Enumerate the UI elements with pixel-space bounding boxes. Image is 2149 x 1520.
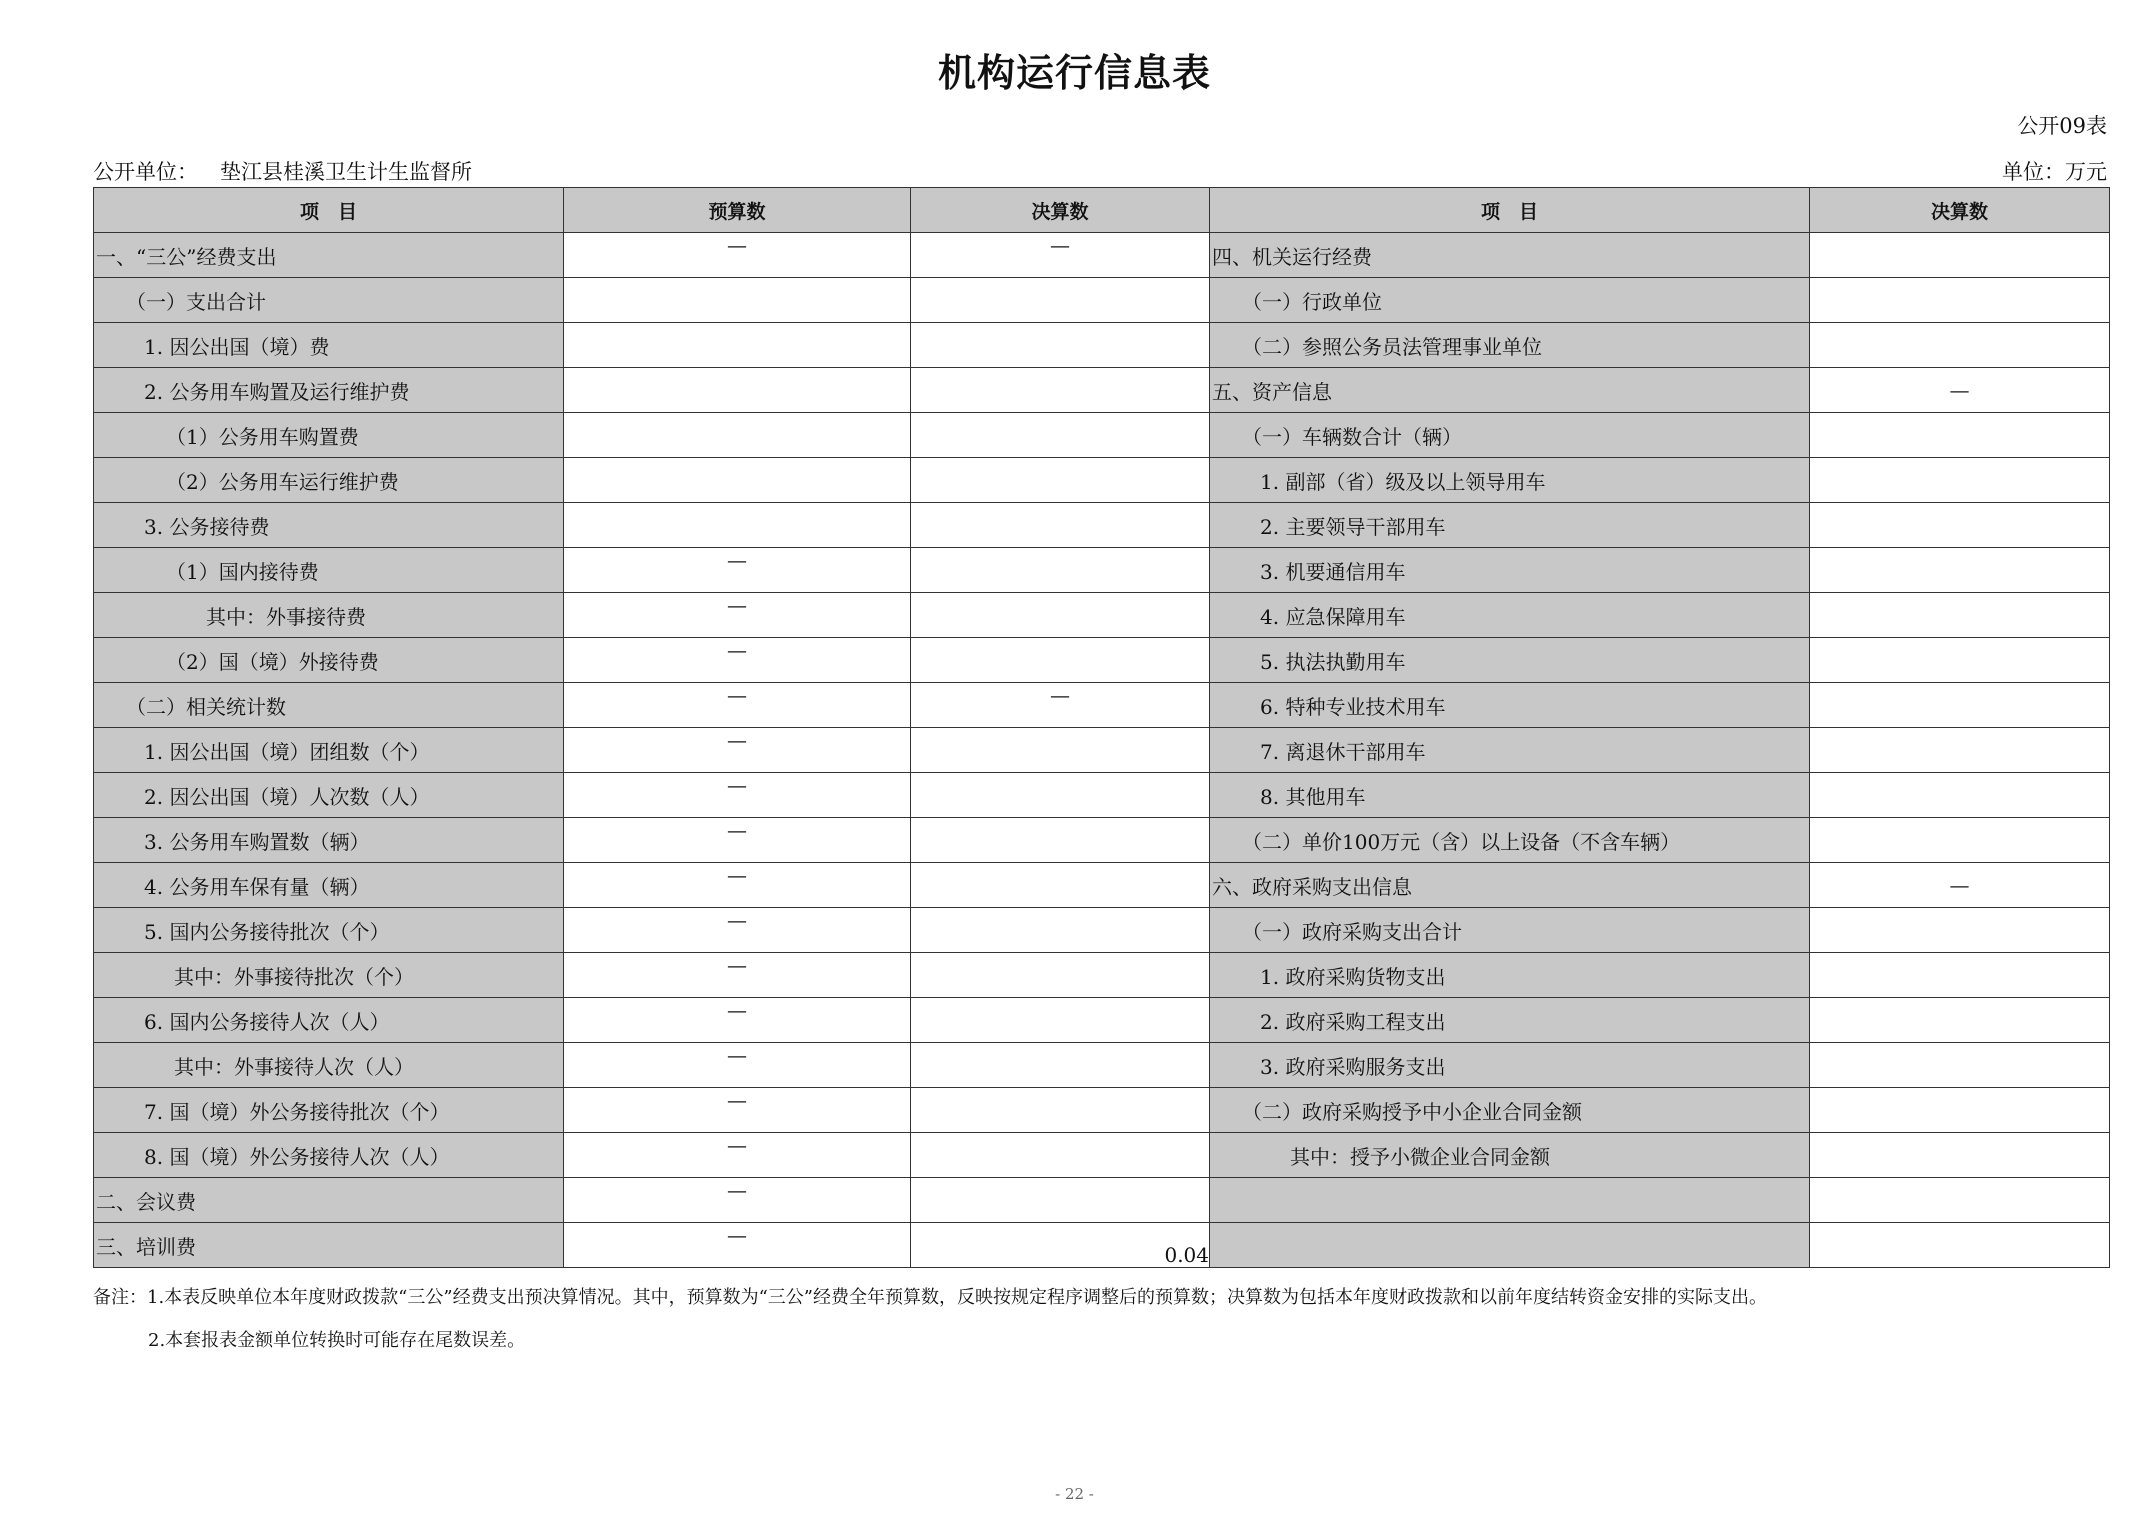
row-right-item-label: （一）政府采购支出合计 [1210, 908, 1810, 953]
header-final-right: 决算数 [1810, 188, 2110, 233]
table-row [94, 1043, 2110, 1088]
row-right-item-label: 8. 其他用车 [1210, 773, 1810, 818]
row-right-item-label: （一）行政单位 [1210, 278, 1810, 323]
row-right-final-value [1810, 233, 2110, 278]
row-right-item-label: 3. 政府采购服务支出 [1210, 1043, 1810, 1088]
row-right-item-label [1210, 1223, 1810, 1268]
row-right-item-label: （二）参照公务员法管理事业单位 [1210, 323, 1810, 368]
table-row [94, 368, 2110, 413]
row-budget-value [564, 503, 911, 548]
row-right-item-label: 5. 执法执勤用车 [1210, 638, 1810, 683]
table-row [94, 1178, 2110, 1223]
row-final-value [911, 1133, 1210, 1178]
row-item-label: 三、培训费 [94, 1223, 564, 1268]
row-right-final-value [1810, 773, 2110, 818]
table-row [94, 998, 2110, 1043]
row-final-value: — [911, 233, 1210, 278]
row-right-item-label: 1. 政府采购货物支出 [1210, 953, 1810, 998]
row-final-value [911, 503, 1210, 548]
table-row [94, 773, 2110, 818]
row-budget-value [564, 278, 911, 323]
row-budget-value: — [564, 1043, 911, 1088]
row-right-item-label: 3. 机要通信用车 [1210, 548, 1810, 593]
header-item-right: 项 目 [1210, 188, 1810, 233]
row-budget-value: — [564, 593, 911, 638]
row-right-final-value [1810, 413, 2110, 458]
row-budget-value: — [564, 818, 911, 863]
row-right-final-value [1810, 1133, 2110, 1178]
row-budget-value: — [564, 1178, 911, 1223]
row-right-item-label: （二）单价100万元（含）以上设备（不含车辆） [1210, 818, 1810, 863]
row-right-final-value [1810, 683, 2110, 728]
table-row [94, 233, 2110, 278]
row-final-value: 0.04 [911, 1223, 1210, 1268]
row-item-label: 8. 国（境）外公务接待人次（人） [94, 1133, 564, 1178]
row-right-item-label: 其中：授予小微企业合同金额 [1210, 1133, 1810, 1178]
header-final: 决算数 [911, 188, 1210, 233]
row-item-label: （一）支出合计 [94, 278, 564, 323]
row-budget-value: — [564, 953, 911, 998]
row-item-label: 3. 公务接待费 [94, 503, 564, 548]
header-item: 项 目 [94, 188, 564, 233]
table-row [94, 638, 2110, 683]
table-header-row [94, 188, 2110, 233]
row-item-label: 二、会议费 [94, 1178, 564, 1223]
form-number: 公开09表 [2017, 114, 2107, 138]
row-right-item-label: 2. 政府采购工程支出 [1210, 998, 1810, 1043]
table-row [94, 728, 2110, 773]
table-row [94, 1133, 2110, 1178]
row-right-final-value [1810, 953, 2110, 998]
table-row [94, 413, 2110, 458]
row-final-value [911, 773, 1210, 818]
row-item-label: 其中：外事接待批次（个） [94, 953, 564, 998]
row-item-label: 4. 公务用车保有量（辆） [94, 863, 564, 908]
row-final-value [911, 1043, 1210, 1088]
row-item-label: 6. 国内公务接待人次（人） [94, 998, 564, 1043]
row-final-value [911, 548, 1210, 593]
row-right-final-value [1810, 548, 2110, 593]
row-right-final-value [1810, 1088, 2110, 1133]
row-budget-value: — [564, 863, 911, 908]
row-right-final-value [1810, 728, 2110, 773]
row-right-final-value [1810, 1223, 2110, 1268]
row-right-final-value [1810, 638, 2110, 683]
row-budget-value [564, 458, 911, 503]
row-final-value [911, 638, 1210, 683]
unit-label: 公开单位： [93, 160, 198, 184]
page-number: - 22 - [1055, 1485, 1094, 1503]
table-row [94, 908, 2110, 953]
table-row [94, 323, 2110, 368]
row-right-final-value [1810, 503, 2110, 548]
note-1: 备注：1.本表反映单位本年度财政拨款“三公”经费支出预决算情况。其中，预算数为“三公”经费全年预算数，反映按规定程序调整后的预算数；决算数为包括本年度财政拨款和以前年度结转资金安排的实际支出。 [93, 1287, 1767, 1308]
row-budget-value: — [564, 683, 911, 728]
table-body [94, 233, 2110, 1268]
table-row [94, 683, 2110, 728]
row-right-final-value [1810, 998, 2110, 1043]
row-right-final-value: — [1810, 863, 2110, 908]
row-item-label: 2. 公务用车购置及运行维护费 [94, 368, 564, 413]
row-right-final-value [1810, 818, 2110, 863]
row-budget-value: — [564, 1133, 911, 1178]
row-budget-value [564, 413, 911, 458]
row-item-label: 1. 因公出国（境）费 [94, 323, 564, 368]
table-row [94, 953, 2110, 998]
row-final-value [911, 953, 1210, 998]
row-final-value [911, 368, 1210, 413]
row-final-value [911, 728, 1210, 773]
row-final-value [911, 998, 1210, 1043]
table-row [94, 863, 2110, 908]
info-table [93, 187, 2110, 1268]
row-budget-value [564, 323, 911, 368]
row-final-value [911, 1178, 1210, 1223]
row-right-final-value [1810, 1178, 2110, 1223]
row-right-item-label: （二）政府采购授予中小企业合同金额 [1210, 1088, 1810, 1133]
row-budget-value: — [564, 548, 911, 593]
currency-unit: 单位：万元 [2002, 160, 2107, 184]
note-2: 2.本套报表金额单位转换时可能存在尾数误差。 [148, 1330, 526, 1351]
row-right-final-value [1810, 458, 2110, 503]
row-item-label: 5. 国内公务接待批次（个） [94, 908, 564, 953]
row-right-item-label: 6. 特种专业技术用车 [1210, 683, 1810, 728]
row-item-label: 2. 因公出国（境）人次数（人） [94, 773, 564, 818]
unit-line [93, 156, 2107, 186]
row-final-value [911, 908, 1210, 953]
row-right-final-value: — [1810, 368, 2110, 413]
row-budget-value: — [564, 728, 911, 773]
row-final-value: — [911, 683, 1210, 728]
row-right-final-value [1810, 278, 2110, 323]
row-right-item-label: 7. 离退休干部用车 [1210, 728, 1810, 773]
row-right-item-label: 1. 副部（省）级及以上领导用车 [1210, 458, 1810, 503]
row-item-label: （1）国内接待费 [94, 548, 564, 593]
row-item-label: 其中：外事接待人次（人） [94, 1043, 564, 1088]
row-item-label: 3. 公务用车购置数（辆） [94, 818, 564, 863]
row-final-value [911, 863, 1210, 908]
row-budget-value [564, 368, 911, 413]
row-item-label: 7. 国（境）外公务接待批次（个） [94, 1088, 564, 1133]
row-item-label: （1）公务用车购置费 [94, 413, 564, 458]
row-budget-value: — [564, 773, 911, 818]
page-title: 机构运行信息表 [937, 51, 1211, 95]
row-budget-value: — [564, 998, 911, 1043]
row-right-item-label: 四、机关运行经费 [1210, 233, 1810, 278]
row-right-item-label: （一）车辆数合计（辆） [1210, 413, 1810, 458]
row-final-value [911, 458, 1210, 503]
row-right-final-value [1810, 593, 2110, 638]
row-right-final-value [1810, 1043, 2110, 1088]
row-item-label: 其中：外事接待费 [94, 593, 564, 638]
row-final-value [911, 278, 1210, 323]
row-final-value [911, 593, 1210, 638]
table-row [94, 593, 2110, 638]
table-row [94, 818, 2110, 863]
row-item-label: （2）公务用车运行维护费 [94, 458, 564, 503]
row-budget-value: — [564, 1088, 911, 1133]
row-item-label: （二）相关统计数 [94, 683, 564, 728]
header-budget: 预算数 [564, 188, 911, 233]
row-final-value [911, 323, 1210, 368]
table-row [94, 1223, 2110, 1268]
row-item-label: （2）国（境）外接待费 [94, 638, 564, 683]
row-final-value [911, 1088, 1210, 1133]
row-item-label: 1. 因公出国（境）团组数（个） [94, 728, 564, 773]
publishing-unit [93, 156, 494, 186]
row-right-final-value [1810, 323, 2110, 368]
row-right-final-value [1810, 908, 2110, 953]
row-item-label: 一、“三公”经费支出 [94, 233, 564, 278]
row-right-item-label: 六、政府采购支出信息 [1210, 863, 1810, 908]
row-budget-value: — [564, 1223, 911, 1268]
row-right-item-label: 五、资产信息 [1210, 368, 1810, 413]
table-row [94, 548, 2110, 593]
row-budget-value: — [564, 233, 911, 278]
table-row [94, 1088, 2110, 1133]
row-budget-value: — [564, 908, 911, 953]
unit-name: 垫江县桂溪卫生计生监督所 [220, 160, 472, 184]
row-right-item-label: 4. 应急保障用车 [1210, 593, 1810, 638]
row-right-item-label: 2. 主要领导干部用车 [1210, 503, 1810, 548]
row-budget-value: — [564, 638, 911, 683]
table-row [94, 458, 2110, 503]
table-row [94, 278, 2110, 323]
row-final-value [911, 413, 1210, 458]
row-final-value [911, 818, 1210, 863]
table-row [94, 503, 2110, 548]
row-right-item-label [1210, 1178, 1810, 1223]
